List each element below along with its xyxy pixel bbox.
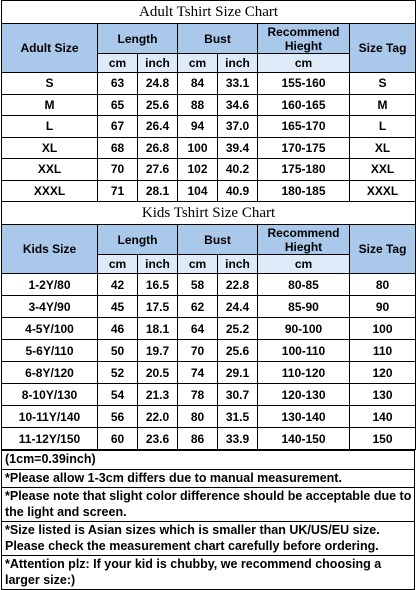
table-cell: 70	[178, 340, 218, 362]
table-cell: 19.7	[138, 340, 178, 362]
unit-label: cm	[258, 255, 350, 274]
table-cell: 31.5	[218, 406, 258, 428]
table-cell: 39.4	[218, 137, 258, 159]
table-cell: 130	[350, 384, 416, 406]
table-cell: L	[2, 116, 98, 138]
kids-height-header: Recommend Hieght	[258, 225, 350, 255]
table-cell: 22.0	[138, 406, 178, 428]
table-cell: 155-160	[258, 73, 350, 95]
table-cell: 16.5	[138, 274, 178, 296]
table-cell: 130-140	[258, 406, 350, 428]
table-cell: 68	[98, 137, 138, 159]
table-cell: 88	[178, 94, 218, 116]
table-cell: 90	[350, 296, 416, 318]
table-cell: XL	[350, 137, 416, 159]
table-cell: 71	[98, 180, 138, 202]
adult-size-table	[1, 0, 416, 202]
note-line: *Attention plz: If your kid is chubby, we recommend choosing a larger size:)	[2, 555, 414, 589]
unit-label: inch	[138, 255, 178, 274]
table-row	[2, 340, 416, 362]
adult-height-header: Recommend Hieght	[258, 24, 350, 54]
table-cell: 26.8	[138, 137, 178, 159]
table-cell: 37.0	[218, 116, 258, 138]
table-row	[2, 362, 416, 384]
adult-table-title: Adult Tshirt Size Chart	[2, 1, 416, 24]
table-cell: 24.8	[138, 73, 178, 95]
table-row	[2, 116, 416, 138]
kids-bust-header: Bust	[178, 225, 258, 255]
table-cell: 86	[178, 428, 218, 450]
table-cell: 175-180	[258, 159, 350, 181]
table-cell: XXXL	[350, 180, 416, 202]
unit-label: inch	[218, 54, 258, 73]
table-cell: 67	[98, 116, 138, 138]
table-cell: 46	[98, 318, 138, 340]
kids-size-table	[1, 202, 416, 450]
table-cell: 180-185	[258, 180, 350, 202]
table-cell: 140-150	[258, 428, 350, 450]
adult-tag-header: Size Tag	[350, 24, 416, 73]
table-cell: 94	[178, 116, 218, 138]
table-row	[2, 73, 416, 95]
table-row	[2, 296, 416, 318]
note-line: *Please allow 1-3cm differs due to manual measurement.	[2, 469, 414, 488]
table-cell: 80-85	[258, 274, 350, 296]
table-cell: 120-130	[258, 384, 350, 406]
unit-label: cm	[258, 54, 350, 73]
table-row	[2, 94, 416, 116]
table-cell: 25.2	[218, 318, 258, 340]
unit-label: cm	[98, 255, 138, 274]
table-cell: M	[350, 94, 416, 116]
table-cell: 21.3	[138, 384, 178, 406]
table-cell: 40.9	[218, 180, 258, 202]
table-cell: 30.7	[218, 384, 258, 406]
unit-label: cm	[178, 54, 218, 73]
table-cell: 110	[350, 340, 416, 362]
table-cell: 65	[98, 94, 138, 116]
table-cell: 50	[98, 340, 138, 362]
table-cell: 90-100	[258, 318, 350, 340]
unit-label: inch	[218, 255, 258, 274]
table-cell: 33.1	[218, 73, 258, 95]
table-cell: 5-6Y/110	[2, 340, 98, 362]
table-cell: 64	[178, 318, 218, 340]
table-cell: 63	[98, 73, 138, 95]
table-cell: 80	[178, 406, 218, 428]
table-cell: 6-8Y/120	[2, 362, 98, 384]
table-cell: 80	[350, 274, 416, 296]
table-cell: 85-90	[258, 296, 350, 318]
notes-section	[1, 450, 415, 590]
table-cell: XL	[2, 137, 98, 159]
kids-size-header: Kids Size	[2, 225, 98, 274]
table-row	[2, 384, 416, 406]
table-cell: 20.5	[138, 362, 178, 384]
kids-table-title: Kids Tshirt Size Chart	[2, 202, 416, 225]
table-cell: 110-120	[258, 362, 350, 384]
table-cell: 70	[98, 159, 138, 181]
table-cell: 150	[350, 428, 416, 450]
table-cell: 104	[178, 180, 218, 202]
table-cell: 3-4Y/90	[2, 296, 98, 318]
table-cell: 45	[98, 296, 138, 318]
table-row	[2, 318, 416, 340]
adult-bust-header: Bust	[178, 24, 258, 54]
unit-label: cm	[98, 54, 138, 73]
table-row	[2, 406, 416, 428]
table-cell: 40.2	[218, 159, 258, 181]
table-cell: XXL	[2, 159, 98, 181]
table-cell: 28.1	[138, 180, 178, 202]
table-cell: 18.1	[138, 318, 178, 340]
table-row	[2, 180, 416, 202]
table-cell: S	[2, 73, 98, 95]
table-cell: 4-5Y/100	[2, 318, 98, 340]
table-cell: 34.6	[218, 94, 258, 116]
table-cell: 27.6	[138, 159, 178, 181]
table-cell: L	[350, 116, 416, 138]
table-cell: 60	[98, 428, 138, 450]
table-cell: M	[2, 94, 98, 116]
unit-label: inch	[138, 54, 178, 73]
table-cell: 84	[178, 73, 218, 95]
table-cell: 17.5	[138, 296, 178, 318]
table-cell: 165-170	[258, 116, 350, 138]
table-cell: 140	[350, 406, 416, 428]
table-cell: 100-110	[258, 340, 350, 362]
table-cell: 52	[98, 362, 138, 384]
table-cell: 22.8	[218, 274, 258, 296]
table-cell: 42	[98, 274, 138, 296]
table-row	[2, 137, 416, 159]
table-cell: 78	[178, 384, 218, 406]
unit-label: cm	[178, 255, 218, 274]
note-line: (1cm=0.39inch)	[2, 450, 414, 469]
table-cell: S	[350, 73, 416, 95]
table-cell: XXXL	[2, 180, 98, 202]
kids-tag-header: Size Tag	[350, 225, 416, 274]
table-cell: 11-12Y/150	[2, 428, 98, 450]
table-cell: 56	[98, 406, 138, 428]
note-line: *Please note that slight color difference should be acceptable due to the light and screen.	[2, 487, 414, 521]
table-cell: 25.6	[138, 94, 178, 116]
table-cell: 33.9	[218, 428, 258, 450]
table-cell: 160-165	[258, 94, 350, 116]
table-cell: 100	[178, 137, 218, 159]
table-cell: 29.1	[218, 362, 258, 384]
table-cell: 24.4	[218, 296, 258, 318]
table-cell: 26.4	[138, 116, 178, 138]
table-cell: 74	[178, 362, 218, 384]
table-row	[2, 428, 416, 450]
note-line: *Size listed is Asian sizes which is smaller than UK/US/EU size. Please check the measurement chart carefully before ordering.	[2, 521, 414, 555]
table-cell: 102	[178, 159, 218, 181]
table-row	[2, 159, 416, 181]
table-cell: 100	[350, 318, 416, 340]
table-cell: 10-11Y/140	[2, 406, 98, 428]
adult-length-header: Length	[98, 24, 178, 54]
size-chart-sheet	[1, 0, 415, 590]
table-cell: 54	[98, 384, 138, 406]
table-cell: 8-10Y/130	[2, 384, 98, 406]
table-cell: 62	[178, 296, 218, 318]
table-cell: 25.6	[218, 340, 258, 362]
kids-length-header: Length	[98, 225, 178, 255]
table-row	[2, 274, 416, 296]
table-cell: XXL	[350, 159, 416, 181]
adult-size-header: Adult Size	[2, 24, 98, 73]
table-cell: 58	[178, 274, 218, 296]
table-cell: 1-2Y/80	[2, 274, 98, 296]
table-cell: 23.6	[138, 428, 178, 450]
table-cell: 170-175	[258, 137, 350, 159]
table-cell: 120	[350, 362, 416, 384]
